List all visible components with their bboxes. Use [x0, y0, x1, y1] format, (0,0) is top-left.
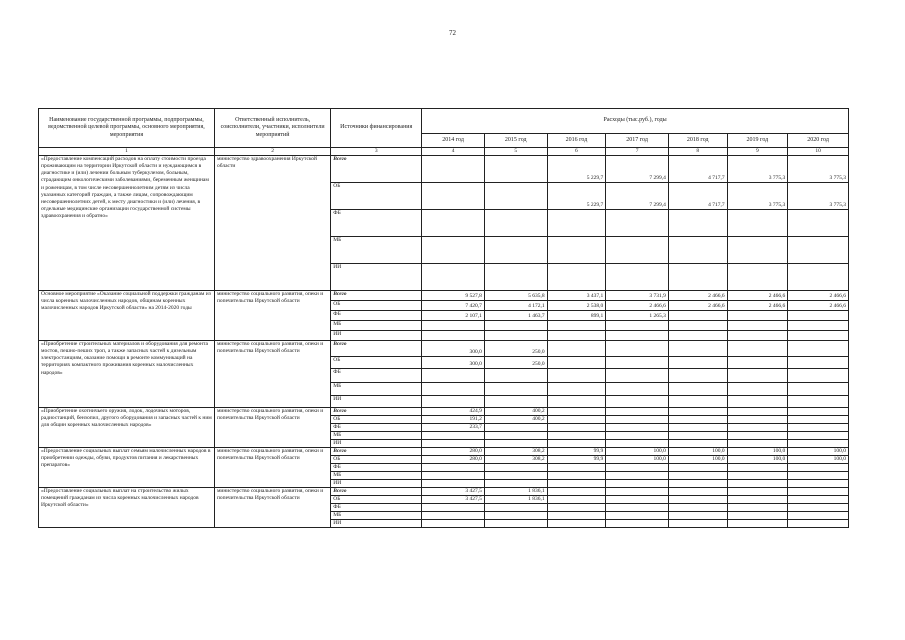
expense-value	[606, 511, 669, 519]
expense-value	[668, 369, 727, 383]
page-number: 72	[449, 29, 456, 37]
header-col-number: 8	[668, 148, 727, 156]
expense-value	[668, 503, 727, 511]
expense-value: 2 466,6	[727, 301, 788, 311]
expense-value	[484, 331, 547, 341]
expense-value	[788, 341, 849, 357]
expense-value	[547, 396, 606, 408]
expense-value	[422, 463, 485, 471]
program-executor: министерство социального развития, опеки и попечительства Иркутской области	[214, 341, 330, 408]
funding-source: МБ	[331, 511, 422, 519]
program-name: «Предоставление социальных выплат семьям малочисленных народов в приобретении одежды, обуви, продуктов питания и лекарственных препаратов»	[39, 447, 215, 487]
expense-value	[484, 471, 547, 479]
expense-value	[727, 369, 788, 383]
header-year: 2015 год	[484, 134, 547, 148]
expense-value	[788, 479, 849, 487]
expense-value	[788, 396, 849, 408]
expense-value	[668, 408, 727, 416]
funding-source: ФБ	[331, 503, 422, 511]
expense-value: 250,0	[484, 357, 547, 369]
expense-value: 100,0	[606, 455, 669, 463]
expense-value: 7 299,4	[606, 183, 669, 210]
expense-value	[668, 511, 727, 519]
funding-source: Всего	[331, 447, 422, 455]
expense-value	[422, 264, 485, 291]
header-col-number: 7	[606, 148, 669, 156]
expense-value	[547, 341, 606, 357]
expense-value	[422, 471, 485, 479]
expense-value	[788, 210, 849, 237]
expense-value: 2 466,6	[788, 291, 849, 301]
expense-value	[422, 183, 485, 210]
expense-value	[727, 383, 788, 396]
expense-value	[668, 341, 727, 357]
expense-value	[606, 321, 669, 331]
header-col-number: 9	[727, 148, 788, 156]
expense-value	[547, 487, 606, 495]
expense-value	[668, 423, 727, 431]
budget-table	[38, 108, 849, 528]
expense-value	[788, 415, 849, 423]
expense-value: 3 437,1	[547, 291, 606, 301]
program-executor: министерство социального развития, опеки и попечительства Иркутской области	[214, 487, 330, 527]
funding-source: ФБ	[331, 369, 422, 383]
expense-value	[668, 479, 727, 487]
expense-value: 1 836,1	[484, 487, 547, 495]
expense-value: 4 172,1	[484, 301, 547, 311]
expense-value	[422, 210, 485, 237]
funding-source: ИИ	[331, 479, 422, 487]
expense-value	[606, 210, 669, 237]
header-executor: Ответственный исполнитель, соисполнители, участники, исполнители мероприятий	[214, 109, 330, 148]
expense-value	[484, 237, 547, 264]
expense-value: 300,0	[422, 341, 485, 357]
expense-value	[484, 383, 547, 396]
expense-value	[422, 431, 485, 439]
expense-value	[788, 423, 849, 431]
expense-value: 2 538,0	[547, 301, 606, 311]
expense-value: 7 420,7	[422, 301, 485, 311]
expense-value: 100,0	[788, 447, 849, 455]
expense-value: 899,1	[547, 311, 606, 321]
expense-value	[606, 264, 669, 291]
expense-value	[606, 471, 669, 479]
expense-value	[727, 487, 788, 495]
expense-value: 2 107,1	[422, 311, 485, 321]
funding-source: Всего	[331, 487, 422, 495]
funding-source: Всего	[331, 408, 422, 416]
expense-value	[606, 495, 669, 503]
program-name: «Предоставление компенсаций расходов на оплату стоимости проезда проживающим на территории Иркутской области и нуждающимся в диагностике и (или) лечении больным туберкулезом, больным, страдающим онкологическими заболеваниями, беременным женщинам и роженицам, в том числе несовершеннолетним детям из числа указанных категорий граждан, а также лицам, сопровождающим несовершеннолетних детей, к месту диагностики и (или) лечения, в отдельные медицинские организации государственной системы здравоохранения и обратно»	[39, 156, 215, 291]
expense-value: 100,0	[788, 455, 849, 463]
expense-value: 5 635,8	[484, 291, 547, 301]
expense-value	[727, 408, 788, 416]
expense-value: 308,2	[484, 455, 547, 463]
header-year: 2020 год	[788, 134, 849, 148]
expense-value: 4 717,7	[668, 156, 727, 183]
header-year: 2018 год	[668, 134, 727, 148]
expense-value	[547, 357, 606, 369]
expense-value	[422, 519, 485, 527]
expense-value: 2 466,6	[668, 291, 727, 301]
expense-value	[668, 487, 727, 495]
expense-value: 3 731,9	[606, 291, 669, 301]
expense-value: 1 463,7	[484, 311, 547, 321]
expense-value	[484, 503, 547, 511]
funding-source: МБ	[331, 321, 422, 331]
expense-value	[668, 431, 727, 439]
expense-value	[727, 331, 788, 341]
header-col-number: 10	[788, 148, 849, 156]
expense-value: 3 775,3	[727, 183, 788, 210]
expense-value	[547, 383, 606, 396]
expense-value	[422, 396, 485, 408]
funding-source: МБ	[331, 431, 422, 439]
header-year: 2019 год	[727, 134, 788, 148]
header-col-number: 6	[547, 148, 606, 156]
expense-value	[606, 439, 669, 447]
expense-value	[727, 431, 788, 439]
expense-value	[606, 519, 669, 527]
expense-value: 100,0	[727, 447, 788, 455]
expense-value	[547, 463, 606, 471]
expense-value	[788, 519, 849, 527]
header-source: Источники финансирования	[331, 109, 422, 148]
expense-value: 2 466,6	[668, 301, 727, 311]
expense-value	[484, 156, 547, 183]
expense-value: 2 466,6	[727, 291, 788, 301]
expense-value	[606, 415, 669, 423]
expense-value	[788, 264, 849, 291]
expense-value	[547, 423, 606, 431]
funding-source: ФБ	[331, 210, 422, 237]
funding-source: ИИ	[331, 396, 422, 408]
expense-value	[606, 463, 669, 471]
expense-value	[547, 264, 606, 291]
expense-value	[727, 423, 788, 431]
expense-value	[668, 237, 727, 264]
expense-value	[788, 237, 849, 264]
expense-value	[547, 369, 606, 383]
header-year: 2016 год	[547, 134, 606, 148]
funding-source: ОБ	[331, 357, 422, 369]
expense-value: 7 299,4	[606, 156, 669, 183]
expense-value	[788, 511, 849, 519]
expense-value	[727, 264, 788, 291]
expense-value	[547, 210, 606, 237]
table-row	[39, 156, 849, 183]
expense-value	[484, 519, 547, 527]
funding-source: ФБ	[331, 423, 422, 431]
expense-value	[606, 383, 669, 396]
expense-value	[788, 463, 849, 471]
funding-source: МБ	[331, 383, 422, 396]
funding-source: ФБ	[331, 311, 422, 321]
expense-value	[484, 183, 547, 210]
expense-value	[668, 357, 727, 369]
expense-value: 191,2	[422, 415, 485, 423]
program-name: «Приобретение строительных материалов и оборудования для ремонта мостов, пешно-пеших троп, а также запасных частей к дизельным электростанциям, оказание помощи в ремонте коммуникаций на территориях компактного проживания коренных малочисленных народов»	[39, 341, 215, 408]
funding-source: ИИ	[331, 331, 422, 341]
program-name: «Предоставление социальных выплат на строительство жилых помещений гражданам из числа коренных малочисленных народов Иркутской области»	[39, 487, 215, 527]
expense-value: 400,2	[484, 415, 547, 423]
funding-source: Всего	[331, 156, 422, 183]
funding-source: ИИ	[331, 264, 422, 291]
program-executor: министерство социального развития, опеки и попечительства Иркутской области	[214, 291, 330, 341]
expense-value: 3 427,5	[422, 487, 485, 495]
header-col-number: 3	[331, 148, 422, 156]
expense-value	[788, 321, 849, 331]
expense-value	[788, 495, 849, 503]
expense-value	[788, 471, 849, 479]
expense-value	[668, 415, 727, 423]
expense-value	[727, 415, 788, 423]
expense-value	[547, 495, 606, 503]
expense-value: 3 775,3	[788, 183, 849, 210]
expense-value	[727, 495, 788, 503]
funding-source: ОБ	[331, 301, 422, 311]
expense-value	[606, 331, 669, 341]
expense-value	[606, 503, 669, 511]
expense-value	[547, 503, 606, 511]
header-col-number: 5	[484, 148, 547, 156]
expense-value: 280,0	[422, 455, 485, 463]
expense-value	[668, 396, 727, 408]
expense-value	[547, 415, 606, 423]
expense-value	[606, 341, 669, 357]
expense-value	[668, 264, 727, 291]
expense-value	[788, 487, 849, 495]
table-row	[39, 408, 849, 416]
expense-value	[727, 341, 788, 357]
expense-value	[484, 439, 547, 447]
expense-value	[668, 519, 727, 527]
expense-value: 300,0	[422, 357, 485, 369]
expense-value	[547, 511, 606, 519]
expense-value	[788, 331, 849, 341]
program-executor: министерство социального развития, опеки и попечительства Иркутской области	[214, 408, 330, 448]
program-executor: министерство здравоохранения Иркутской области	[214, 156, 330, 291]
expense-value	[422, 369, 485, 383]
program-name: Основное мероприятие «Оказание социальной поддержки гражданам из числа коренных малочисленных народов, общинам коренных малочисленных народов Иркутской области» на 2014-2020 годы	[39, 291, 215, 341]
expense-value: 3 775,3	[727, 156, 788, 183]
expense-value	[484, 210, 547, 237]
expense-value	[547, 321, 606, 331]
header-col-number: 2	[214, 148, 330, 156]
header-col-number: 1	[39, 148, 215, 156]
header-expenses: Расходы (тыс.руб.), годы	[422, 109, 849, 134]
expense-value: 100,0	[727, 455, 788, 463]
expense-value	[606, 408, 669, 416]
expense-value	[668, 439, 727, 447]
expense-value	[484, 396, 547, 408]
expense-value: 100,0	[668, 455, 727, 463]
expense-value	[788, 369, 849, 383]
expense-value	[668, 383, 727, 396]
expense-value	[727, 463, 788, 471]
expense-value	[484, 463, 547, 471]
expense-value: 2 466,6	[606, 301, 669, 311]
expense-value	[422, 156, 485, 183]
expense-value	[606, 396, 669, 408]
expense-value	[727, 396, 788, 408]
expense-value	[788, 408, 849, 416]
funding-source: ИИ	[331, 439, 422, 447]
expense-value	[484, 431, 547, 439]
expense-value: 1 836,1	[484, 495, 547, 503]
expense-value	[727, 519, 788, 527]
expense-value	[668, 495, 727, 503]
expense-value: 400,2	[484, 408, 547, 416]
funding-source: Всего	[331, 341, 422, 357]
expense-value	[547, 519, 606, 527]
expense-value: 2 466,6	[788, 301, 849, 311]
expense-value	[422, 511, 485, 519]
expense-value	[422, 331, 485, 341]
expense-value	[547, 439, 606, 447]
expense-value	[727, 439, 788, 447]
funding-source: ФБ	[331, 463, 422, 471]
expense-value	[727, 321, 788, 331]
expense-value	[668, 463, 727, 471]
table-row	[39, 341, 849, 357]
funding-source: ОБ	[331, 415, 422, 423]
expense-value: 424,9	[422, 408, 485, 416]
expense-value	[668, 321, 727, 331]
expense-value	[727, 357, 788, 369]
expense-value	[668, 471, 727, 479]
expense-value: 9 527,8	[422, 291, 485, 301]
expense-value	[788, 503, 849, 511]
expense-value: 250,0	[484, 341, 547, 357]
program-executor: министерство социального развития, опеки и попечительства Иркутской области	[214, 447, 330, 487]
funding-source: МБ	[331, 237, 422, 264]
expense-value: 5 229,7	[547, 183, 606, 210]
funding-source: ИИ	[331, 519, 422, 527]
expense-value	[547, 331, 606, 341]
expense-value	[422, 321, 485, 331]
expense-value: 1 265,3	[606, 311, 669, 321]
expense-value: 3 775,3	[788, 156, 849, 183]
expense-value	[727, 511, 788, 519]
expense-value	[547, 471, 606, 479]
expense-value: 5 229,7	[547, 156, 606, 183]
expense-value	[788, 431, 849, 439]
expense-value: 280,0	[422, 447, 485, 455]
table-row	[39, 291, 849, 301]
expense-value: 233,7	[422, 423, 485, 431]
header-year: 2017 год	[606, 134, 669, 148]
funding-source: Всего	[331, 291, 422, 301]
expense-value	[484, 479, 547, 487]
expense-value	[606, 237, 669, 264]
expense-value	[727, 237, 788, 264]
expense-value	[422, 439, 485, 447]
expense-value: 99,9	[547, 455, 606, 463]
expense-value	[422, 237, 485, 264]
expense-value: 308,2	[484, 447, 547, 455]
expense-value	[484, 423, 547, 431]
expense-value: 3 427,5	[422, 495, 485, 503]
expense-value	[606, 423, 669, 431]
funding-source: ОБ	[331, 455, 422, 463]
expense-value	[422, 383, 485, 396]
expense-value	[788, 357, 849, 369]
expense-value	[727, 503, 788, 511]
program-name: «Приобретение охотничьего оружия, лодок, лодочных моторов, радиостанций, бензопил, другого оборудования и запасных частей к ним для общин коренных малочисленных народов»	[39, 408, 215, 448]
header-name: Наименование государственной программы, подпрограммы, ведомственной целевой программы, основного мероприятия, мероприятия	[39, 109, 215, 148]
expense-value	[788, 311, 849, 321]
expense-value: 4 717,7	[668, 183, 727, 210]
expense-value	[727, 210, 788, 237]
expense-value	[606, 479, 669, 487]
expense-value	[606, 357, 669, 369]
expense-value	[606, 431, 669, 439]
expense-value: 100,0	[668, 447, 727, 455]
expense-value	[547, 237, 606, 264]
expense-value	[606, 369, 669, 383]
funding-source: ОБ	[331, 495, 422, 503]
expense-value	[547, 408, 606, 416]
expense-value: 100,0	[606, 447, 669, 455]
expense-value	[727, 311, 788, 321]
expense-value	[606, 487, 669, 495]
expense-value	[668, 210, 727, 237]
expense-value	[484, 511, 547, 519]
expense-value	[547, 479, 606, 487]
expense-value	[727, 479, 788, 487]
expense-value	[484, 264, 547, 291]
funding-source: ОБ	[331, 183, 422, 210]
expense-value: 99,9	[547, 447, 606, 455]
expense-value	[788, 383, 849, 396]
table-row	[39, 447, 849, 455]
header-year: 2014 год	[422, 134, 485, 148]
expense-value	[547, 431, 606, 439]
expense-value	[727, 471, 788, 479]
expense-value	[422, 503, 485, 511]
header-col-number: 4	[422, 148, 485, 156]
expense-value	[484, 369, 547, 383]
table-row	[39, 487, 849, 495]
funding-source: МБ	[331, 471, 422, 479]
expense-value	[668, 311, 727, 321]
expense-value	[668, 331, 727, 341]
expense-value	[422, 479, 485, 487]
expense-value	[484, 321, 547, 331]
expense-value	[788, 439, 849, 447]
